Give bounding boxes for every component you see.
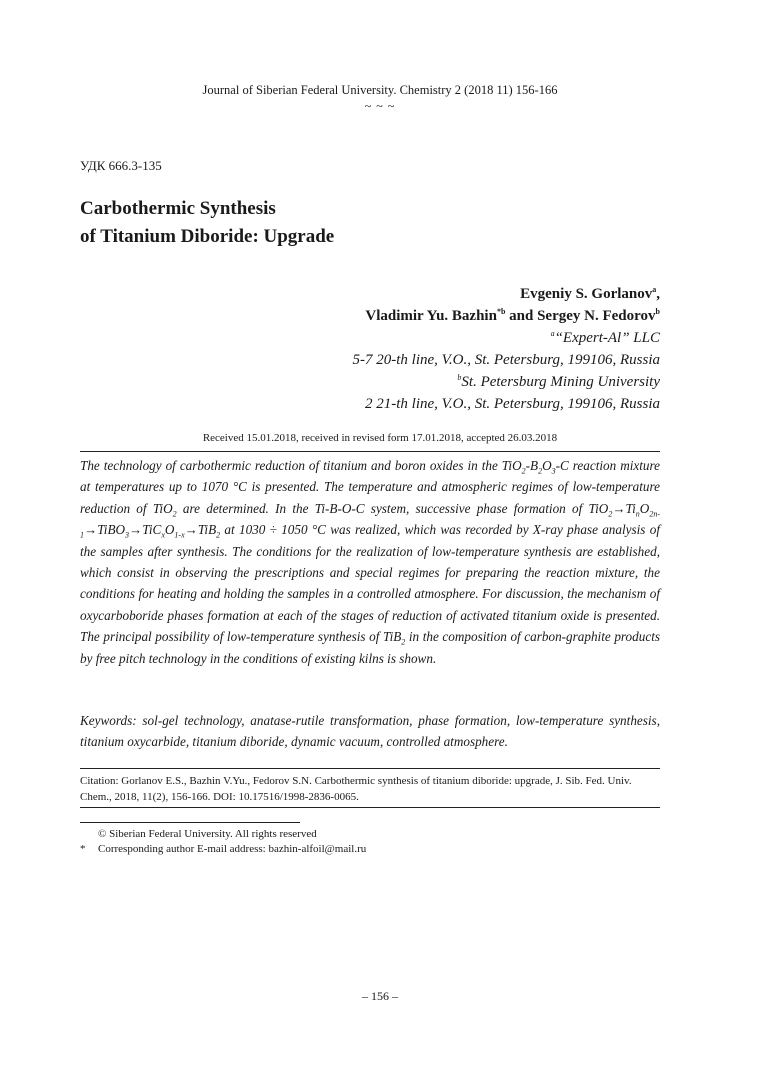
affiliation-name: St. Petersburg Mining University [461,374,660,390]
abstract-run: The technology of carbothermic reduction of titanium and boron oxides in the TiO [80,458,522,473]
subscript: 3 [125,530,130,540]
divider [80,768,660,769]
received-dates: Received 15.01.2018, received in revised form 17.01.2018, accepted 26.03.2018 [202,432,558,444]
subscript: 1-x [174,530,185,540]
affiliation-name: “Expert-Al” LLC [554,330,660,346]
affiliation-sup: a [550,329,555,338]
affiliation-a-address: 5-7 20-th line, V.O., St. Petersburg, 199106, Russia [352,352,660,368]
author-bazhin: Vladimir Yu. Bazhin [365,308,497,324]
author-line-2 [353,305,661,327]
subscript: 2 [608,509,613,519]
abstract-run: →TiB [184,522,217,538]
divider [80,807,660,808]
copyright-text: © Siberian Federal University. All rights reserved [98,828,317,840]
abstract-run: O [164,522,175,538]
author-line-1 [353,283,661,305]
abstract-run: in the composition of carbon-graphite products by free pitch technology in the conditions of existing kilns is shown. [80,629,660,666]
affiliation-sup: b [457,373,462,382]
abstract-run: at 1030 ÷ 1050 °C was realized, which was recorded by X-ray phase analysis of the samples after synthesis. The conditions for the realization of low-temperature synthesis are established, which consist in observing the prescriptions and special regimes for preparing the reaction mixture, the conditions for heating and holding the samples in a controlled atmosphere. For discussion, the mechanism of oxycarboboride phases formation at each of the stages of reduction of activated titanium oxide is presented. The principal possibility of low-temperature synthesis of TiB [80,522,660,645]
title-line-2: of Titanium Diboride: Upgrade [80,226,335,247]
author-sup: b [655,307,660,316]
page-number: – 156 – [362,989,398,1003]
author-gorlanov: Evgeniy S. Gorlanov [520,286,653,302]
affiliation-a [353,327,661,349]
subscript: 2n-1 [80,509,660,540]
subscript: x [161,530,165,540]
footnote-divider [80,822,300,823]
author-separator: , [656,286,660,302]
keywords: Keywords: sol-gel technology, anatase-rutile transformation, phase formation, low-temperature synthesis, titanium oxycarbide, titanium diboride, dynamic vacuum, controlled atmosphere. [80,713,660,750]
subscript: 3 [551,466,556,476]
header-separator: ~ ~ ~ [364,99,396,113]
subscript: n [635,509,640,519]
abstract-run: -C reaction mixture at temperatures up to 1070 °C is presented. The temperature and atmospheric regimes of low-temperature reduction of TiO [80,458,660,516]
abstract-run: →Ti [612,500,636,516]
abstract-run: are determined. In the Ti-B-O-C system, successive phase formation of TiO [176,500,609,516]
divider [80,451,660,452]
abstract-run: →TiC [129,522,162,538]
author-sup: a [652,285,657,294]
subscript: 2 [538,466,543,476]
author-block [353,283,661,415]
subscript: 2 [401,637,406,647]
subscript: 2 [521,466,526,476]
citation: Citation: Gorlanov E.S., Bazhin V.Yu., Fedorov S.N. Carbothermic synthesis of titanium diboride: upgrade, J. Sib. Fed. Univ. Chem., 2018, 11(2), 156-166. DOI: 10.17516/1998-2836-0065. [80,775,632,803]
abstract [80,455,660,669]
abstract-run: →TiBO [84,522,126,538]
subscript: 2 [216,530,221,540]
footnote-corresponding [80,842,366,857]
udk-code: УДК 666.3-135 [80,158,162,173]
abstract-run: O [639,500,650,516]
author-sup: *b [496,307,506,316]
abstract-run: O [542,458,552,473]
title-line-1: Carbothermic Synthesis [80,198,276,219]
abstract-text [80,455,660,669]
author-fedorov: and Sergey N. Fedorov [505,308,656,324]
paper-title [80,195,334,251]
corresponding-text: Corresponding author E-mail address: bazhin-alfoil@mail.ru [98,843,367,855]
affiliation-b [353,371,661,393]
footnote-copyright [80,827,317,842]
subscript: 2 [172,509,177,519]
abstract-run: -B [525,458,539,473]
footnote-star: * [80,843,86,855]
affiliation-b-address: 2 21-th line, V.O., St. Petersburg, 199106, Russia [365,396,660,412]
journal-header: Journal of Siberian Federal University. Chemistry 2 (2018 11) 156-166 [202,83,558,97]
